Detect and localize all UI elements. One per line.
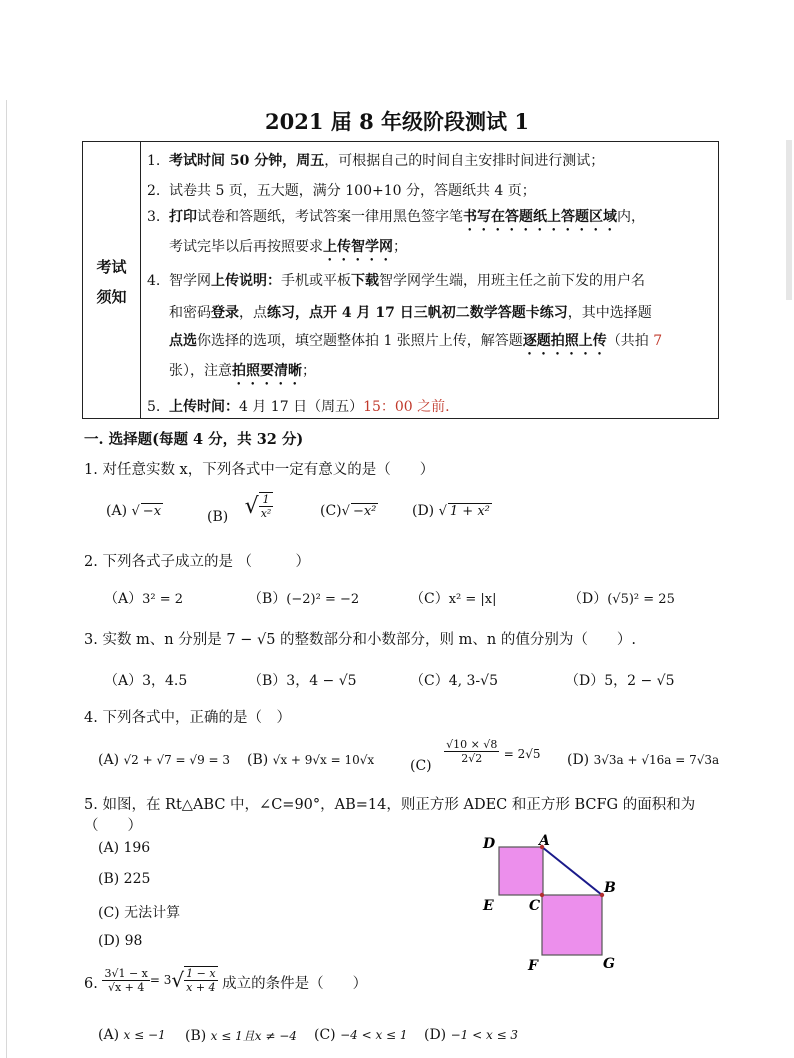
q1-option-d: (D) √ 1 + x²	[412, 503, 492, 519]
notice-item-4: 4. 智学网上传说明：手机或平板下载智学网学生端，用班主任之前下发的用户名	[147, 273, 645, 289]
q6-option-a: (A) x ≤ −1	[98, 1027, 166, 1043]
notice-item-3-cont: 考试完毕以后再按照要求上传智学网；	[169, 239, 407, 255]
label-a: A	[539, 833, 550, 849]
notice-item-4-line3: 点选你选择的选项，填空题整体拍 1 张照片上传，解答题逐题拍照上传（共拍 7	[169, 333, 663, 349]
q3-option-c: （C）4, 3-√5	[410, 673, 498, 689]
q2-option-b: （B）(−2)² = −2	[248, 591, 360, 607]
q3-option-a: （A）3，4.5	[104, 673, 188, 689]
notice-item-3: 3. 打印试卷和答题纸，考试答案一律用黑色签字笔书写在答题纸上答题区域内，	[147, 209, 645, 225]
q6-option-b: (B) x ≤ 1且x ≠ −4	[185, 1028, 297, 1044]
q3-option-b: （B）3，4 − √5	[248, 673, 357, 689]
label-g: G	[603, 956, 615, 972]
q6-option-d: (D) −1 < x ≤ 3	[424, 1027, 519, 1043]
notice-header	[83, 142, 141, 418]
notice-item-4-line2: 和密码登录，点练习，点开 4 月 17 日三帆初二数学答题卡练习，其中选择题	[169, 305, 652, 321]
label-c: C	[529, 898, 541, 914]
q1-option-c: (C)√ −x²	[320, 503, 378, 519]
notice-item-4-line4: 张），注意拍照要清晰；	[169, 363, 316, 379]
q2-stem: 2. 下列各式子成立的是 （ ）	[84, 554, 311, 570]
q3-stem: 3. 实数 m、n 分别是 7 − √5 的整数部分和小数部分，则 m、n 的值分别为（ ）.	[84, 632, 636, 648]
page-edge	[786, 140, 792, 300]
notice-item-5: 5. 上传时间：4 月 17 日（周五）15：00 之前.	[147, 399, 450, 415]
q5-answer-paren: （ ）	[84, 818, 142, 834]
section-heading: 一. 选择题(每题 4 分，共 32 分)	[84, 431, 304, 448]
label-d: D	[483, 836, 496, 852]
page-title: 2021 届 8 年级阶段测试 1	[265, 109, 529, 134]
point-c	[540, 893, 544, 897]
label-f: F	[528, 958, 538, 974]
notice-item-1: 1. 考试时间 50 分钟，周五，可根据自己的时间自主安排时间进行测试；	[147, 153, 605, 169]
q4-option-d: (D) 3√3a + √16a = 7√3a	[567, 752, 720, 768]
label-e: E	[483, 898, 494, 914]
square-bcfg	[542, 895, 602, 955]
exam-notice-box	[82, 141, 719, 419]
square-adec	[499, 847, 543, 895]
q3-option-d: （D）5，2 − √5	[565, 673, 675, 689]
q4-option-a: (A) √2 + √7 = √9 = 3	[98, 752, 231, 768]
label-b: B	[604, 880, 616, 896]
q6-stem: 6. $\frac{3√1 - x}{√x + 4}$ = 3√ $\frac{1 - x}{x + 4}$ 成立的条件是（ ）	[84, 966, 368, 994]
notice-header-line2: 须知	[96, 288, 127, 306]
q2-option-a: （A）3² = 2	[104, 591, 184, 607]
q5-option-b: (B) 225	[98, 871, 151, 887]
q6-option-c: (C) −4 < x ≤ 1	[314, 1027, 408, 1043]
q5-option-a: (A) 196	[98, 840, 151, 856]
segment-ab	[542, 847, 602, 895]
q2-option-c: （C）x² = |x|	[410, 591, 497, 607]
q5-option-c: (C) 无法计算	[98, 905, 181, 921]
notice-header-line1: 考试	[96, 258, 127, 276]
q5-figure	[475, 830, 625, 980]
q1-option-a: (A) √ −x	[106, 503, 163, 519]
q4-option-b: (B) √x + 9√x = 10√x	[247, 752, 375, 768]
q1-stem: 1. 对任意实数 x，下列各式中一定有意义的是（ ）	[84, 462, 435, 478]
q5-option-d: (D) 98	[98, 933, 143, 949]
notice-item-2: 2. 试卷共 5 页，五大题，满分 100+10 分，答题纸共 4 页；	[147, 183, 536, 199]
q5-stem: 5. 如图，在 Rt△ABC 中，∠C=90°，AB=14，则正方形 ADEC 和正方形 BCFG 的面积和为	[84, 797, 696, 813]
q4-option-c: (C) $\frac{√10 \times √8}{2√2}$ = 2√5	[410, 738, 541, 774]
q2-option-d: （D）(√5)² = 25	[568, 591, 675, 607]
q1-option-b: (B) √ $\frac{1}{\text{x²}}$	[207, 493, 272, 525]
q4-stem: 4. 下列各式中，正确的是（ ）	[84, 710, 291, 726]
